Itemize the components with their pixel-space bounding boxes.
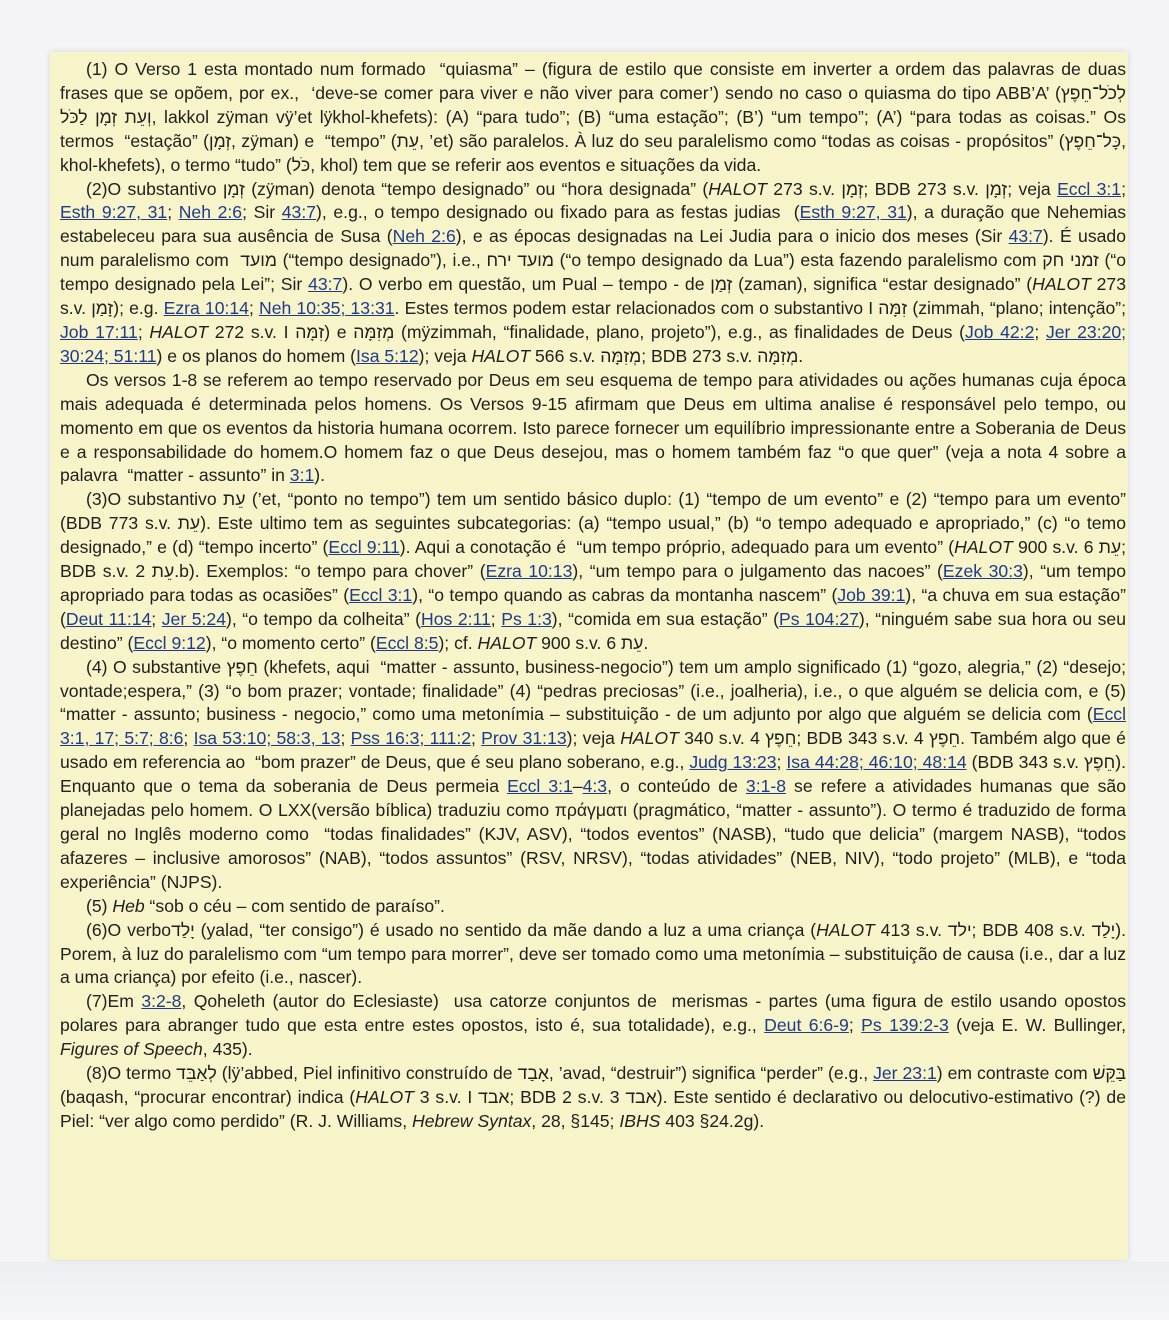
scripture-link[interactable]: Eccl 3:1 — [1057, 178, 1122, 199]
scripture-link[interactable]: Ezek 30:3 — [942, 561, 1023, 582]
scripture-link[interactable]: Eccl 3:1 — [349, 584, 413, 605]
italic-citation: HALOT — [620, 728, 679, 749]
scripture-link[interactable]: Job 17:11 — [60, 321, 138, 342]
italic-citation: HALOT — [355, 1086, 414, 1107]
italic-citation: HALOT — [816, 919, 875, 940]
scripture-link[interactable]: Ezra 10:14 — [163, 298, 249, 319]
scripture-link[interactable]: Job 39:1 — [837, 584, 906, 605]
note-paragraph: Os versos 1-8 se referem ao tempo reservado por Deus em seu esquema de tempo para atividades ou ações humanas cuja época mais adequada é determinada pelos homens. Os Versos 9-15 afirmam que Deus em ultima analise é responsável pelo tempo, ou momento em que os eventos da historia humana ocorrem. Isto parece fornecer um equilíbrio impressionante entre a Soberania de Deus e a responsabilidade do homem.O homem faz o que Deus desejou, mas o homem também faz “o que quer” (veja a nota 4 sobre a palavra “matter - assunto” in 3:1). — [60, 369, 1126, 486]
scripture-link[interactable]: Neh 2:6 — [392, 226, 456, 247]
scripture-link[interactable]: Pss 16:3; 111:2 — [350, 728, 472, 749]
scripture-link[interactable]: 43:7 — [1008, 226, 1043, 247]
scripture-link[interactable]: Ps 1:3 — [501, 608, 552, 629]
scripture-link[interactable]: Eccl 9:12 — [133, 632, 206, 653]
scripture-link[interactable]: Neh 10:35; 13:31 — [259, 298, 395, 319]
scripture-link[interactable]: Hos 2:11 — [420, 608, 491, 629]
note-paragraph: (5) Heb “sob o céu – com sentido de paraíso”. — [86, 895, 445, 916]
scripture-link[interactable]: Jer 23:20; 30:24; 51:11 — [60, 321, 1127, 366]
scripture-link[interactable]: Job 42:2 — [965, 321, 1035, 342]
scripture-link[interactable]: Isa 5:12 — [356, 345, 419, 366]
scripture-link[interactable]: 4:3 — [582, 776, 608, 797]
italic-citation: HALOT — [471, 345, 531, 366]
scripture-link[interactable]: 43:7 — [308, 274, 343, 295]
scripture-link[interactable]: Prov 31:13 — [481, 728, 567, 749]
scripture-link[interactable]: Esth 9:27, 31 — [799, 202, 907, 223]
italic-citation: HALOT — [954, 537, 1013, 558]
scripture-link[interactable]: Eccl 8:5 — [375, 632, 439, 653]
scripture-link[interactable]: Isa 44:28; 46:10; 48:14 — [786, 752, 967, 773]
italic-citation: HALOT — [708, 178, 767, 199]
scripture-link[interactable]: Esth 9:27, 31 — [60, 202, 168, 223]
scripture-link[interactable]: Ps 139:2-3 — [861, 1015, 949, 1036]
scripture-link[interactable]: 3:2-8 — [141, 991, 182, 1012]
note-paragraph: (8)O termo לְאַבֵּד (lÿ’abbed, Piel infinitivo construído de אָבַד, ’avad, “destruir”) significa “perder” (e.g., Jer 23:1) em contraste com בַּקֵּשׁ (baqash, “procurar encontrar) indica (HALOT 3 s.v. I אבד; BDB 2 s.v. אבד 3). Este sentido é declarativo ou delocutivo-estimativo (?) de Piel: “ver algo como perdido” (R. J. Williams, Hebrew Syntax, 28, §145; IBHS 403 §24.2g). — [60, 1063, 1126, 1131]
italic-citation: HALOT — [1032, 274, 1091, 295]
italic-citation: HALOT — [477, 632, 537, 653]
scripture-link[interactable]: Ps 104:27 — [779, 608, 859, 629]
scripture-link[interactable]: Eccl 3:1, 17; 5:7; 8:6 — [60, 704, 1126, 749]
note-paragraph: (3)O substantivo עֵת (’et, “ponto no tempo”) tem um sentido básico duplo: (1) “tempo de um evento” e (2) “tempo para um evento” (BDB 773 s.v. עֵת). Este ultimo tem as seguintes subcategorias: (a) “tempo usual,” (b) “o tempo adequado e apropriado,” (c) “o temo designado,” e (d) “tempo incerto” (Eccl 9:11). Aqui a conotação é “um tempo próprio, adequado para um evento” (HALOT 900 s.v. עֵת 6; BDB s.v. עֵת 2.b). Exemplos: “o tempo para chover” (Ezra 10:13), “um tempo para o julgamento das nacoes” (Ezek 30:3), “um tempo apropriado para todas as ocasiões” (Eccl 3:1), “o tempo quando as cabras da montanha nascem” (Job 39:1), “a chuva em sua estação” (Deut 11:14; Jer 5:24), “o tempo da colheita” (Hos 2:11; Ps 1:3), “comida em sua estação” (Ps 104:27), “ninguém sabe sua hora ou seu destino” (Eccl 9:12), “o momento certo” (Eccl 8:5); cf. HALOT 900 s.v. עֵת 6. — [60, 489, 1126, 653]
scripture-link[interactable]: Eccl 9:11 — [328, 537, 400, 558]
italic-citation: HALOT — [149, 321, 209, 342]
scripture-link[interactable]: Jer 23:1 — [873, 1063, 937, 1084]
note-paragraph: (2)O substantivo זְמָן (zÿman) denota “tempo designado” ou “hora designada” (HALOT 273 s.v. זְמָן; BDB 273 s.v. זְמָן; veja Eccl 3:1; Esth 9:27, 31; Neh 2:6; Sir 43:7), e.g., o tempo designado ou fixado para as festas judias (Esth 9:27, 31), a duração que Nehemias estabeleceu para sua ausência de Susa (Neh 2:6), e as épocas designadas na Lei Judia para o inicio dos meses (Sir 43:7). É usado num paralelismo com מועד (“tempo designado”), i.e., מועד ירח (“o tempo designado da Lua”) esta fazendo paralelismo com זמני חק (“o tempo designado pela Lei”; Sir 43:7). O verbo em questão, um Pual – tempo - de זְמַן (zaman), significa “estar designado” (HALOT 273 s.v. זָמַן); e.g. Ezra 10:14; Neh 10:35; 13:31. Estes termos podem estar relacionados com o substantivo I זִמָּה (zimmah, “plano; intenção”; Job 17:11; HALOT 272 s.v. I זִמָּה) e מְזִמָּה (mÿzimmah, “finalidade, plano, projeto”), e.g., as finalidades de Deus (Job 42:2; Jer 23:20; 30:24; 51:11) e os planos do homem (Isa 5:12); veja HALOT 566 s.v. מְזִמָּה; BDB 273 s.v. מְזִמָּה. — [60, 178, 1127, 366]
italic-citation: Figures of Speech — [60, 1039, 203, 1060]
scripture-link[interactable]: 43:7 — [281, 202, 317, 223]
italic-citation: Hebrew Syntax — [411, 1110, 532, 1131]
scripture-link[interactable]: Neh 2:6 — [178, 202, 243, 223]
scripture-link[interactable]: Deut 6:6-9 — [764, 1015, 849, 1036]
note-paragraph: (6)O verboיָלַד (yalad, “ter consigo”) é usado no sentido da mãe dando a luz a uma criança (HALOT 413 s.v. ילד; BDB 408 s.v. יָלַד). Porem, à luz do paralelismo com “um tempo para morrer”, deve ser tomado como uma metonímia – substituição de causa (i.e., dar a luz a uma criança) por efeito (i.e., nascer). — [60, 919, 1126, 988]
scripture-link[interactable]: Deut 11:14 — [65, 608, 152, 629]
italic-citation: Heb — [112, 895, 145, 916]
scripture-link[interactable]: 3:1 — [289, 465, 315, 486]
note-paragraph: (7)Em 3:2-8, Qoheleth (autor do Eclesiaste) usa catorze conjuntos de merismas - partes (uma figura de estilo usando opostos polares para abranger tudo que esta entre estes opostos, isto é, sua totalidade), e.g., Deut 6:6-9; Ps 139:2-3 (veja E. W. Bullinger, Figures of Speech, 435). — [60, 991, 1127, 1060]
italic-citation: IBHS — [619, 1110, 661, 1131]
note-paragraph: (4) O substantive חֵפֶץ (khefets, aqui “matter - assunto, business-negocio”) tem um amplo significado (1) “gozo, alegria,” (2) “desejo; vontade;espera,” (3) “o bom prazer; vontade; finalidade” (4) “pedras preciosas” (i.e., joalheria), i.e., o que alguém se delicia com, e (5) “matter - assunto; business - negocio,” como uma metonímia – substituição - de um adjunto por algo que alguém se delicia com (Eccl 3:1, 17; 5:7; 8:6; Isa 53:10; 58:3, 13; Pss 16:3; 111:2; Prov 31:13); veja HALOT 340 s.v. חֵפֶץ 4; BDB 343 s.v. חֵפֶץ 4. Também algo que é usado em referencia ao “bom prazer” de Deus, que é seu plano soberano, e.g., Judg 13:23; Isa 44:28; 46:10; 48:14 (BDB 343 s.v. חֵפֶץ). Enquanto que o tema da soberania de Deus permeia Eccl 3:1–4:3, o conteúdo de 3:1-8 se refere a atividades humanas que são planejadas pelo homem. O LXX(versão bíblica) traduziu como πράγματι (pragmático, “matter - assunto”). O termo é traduzido de forma geral no Inglês moderno como “todas finalidades” (KJV, ASV), “todos eventos” (NASB), “tudo que delicia” (margem NASB), “todos afazeres – inclusive amorosos” (NAB), “todos assuntos” (RSV, NRSV), “todas atividades” (NEB, NIV), “todo projeto” (MLB), e “toda experiência” (NJPS). — [60, 656, 1126, 892]
note-paragraph: (1) O Verso 1 esta montado num formado “quiasma” – (figura de estilo que consiste em inverter a ordem das palavras de duas frases que se opõem, por ex., ‘deve-se comer para viver e não viver para comer’) sendo no caso o quiasma do tipo ABB’A’ (לְכֹל־חֵפֶץ וְעֵת זְמָן לַכֹּל, lakkol zÿman vÿ’et lÿkhol-khefets): (A) “para tudo”; (B) “uma estação”; (B’) “um tempo”; (A’) “para todas as coisas.” Os termos “estação” (זְמָן, zÿman) e “tempo” (עֵת, ’et) são paralelos. À luz do seu paralelismo como “todas as coisas - propósitos” (כָּל־חֵפֶץ, khol-khefets), o termo “tudo” (כֹּל, khol) tem que se referir aos eventos e situações da vida. — [60, 59, 1126, 175]
scripture-link[interactable]: Ezra 10:13 — [485, 561, 573, 582]
notes-body — [60, 58, 1126, 1134]
scripture-link[interactable]: Judg 13:23 — [689, 752, 777, 773]
scripture-link[interactable]: Isa 53:10; 58:3, 13 — [193, 728, 341, 749]
scan-margin — [0, 1262, 1169, 1320]
scripture-link[interactable]: Eccl 3:1 — [507, 776, 573, 797]
scripture-link[interactable]: 3:1-8 — [745, 776, 787, 797]
scripture-link[interactable]: Jer 5:24 — [161, 608, 226, 629]
